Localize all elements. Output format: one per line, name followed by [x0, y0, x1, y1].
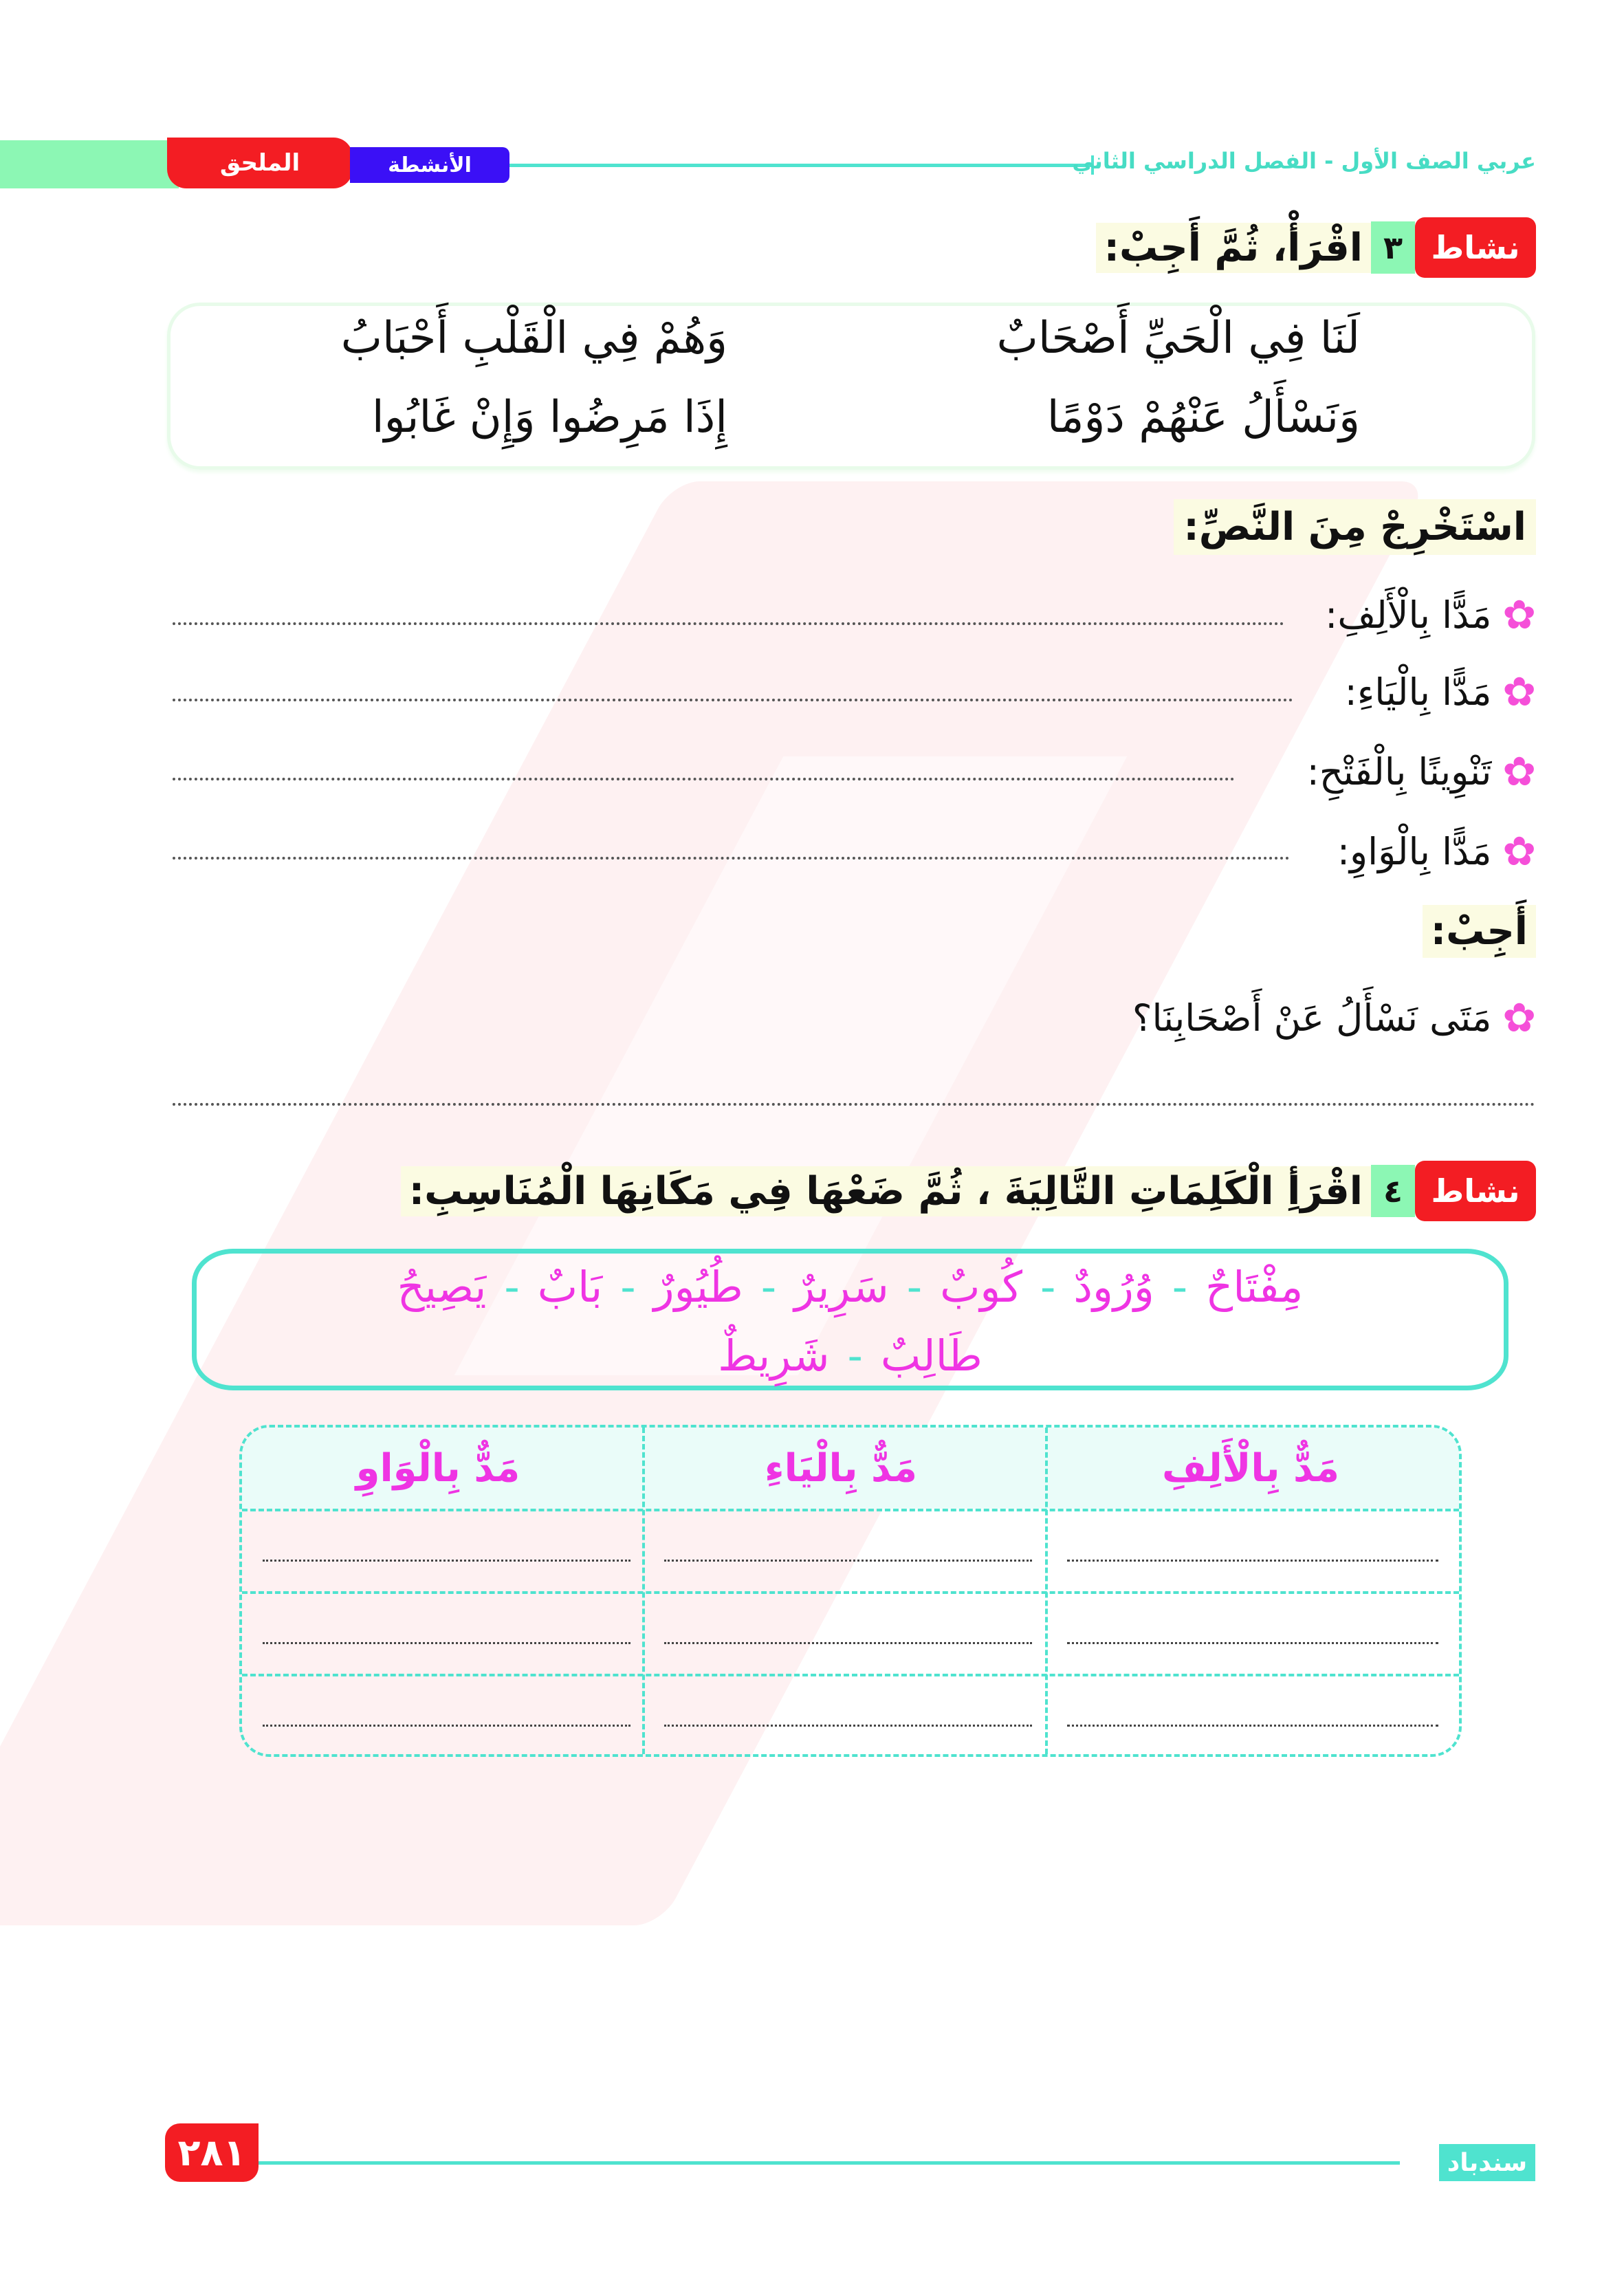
sorting-table	[239, 1425, 1462, 1757]
answer-line[interactable]	[263, 1725, 630, 1727]
row-divider	[242, 1674, 1459, 1676]
activity-instruction: اقْرَأْ، ثُمَّ أَجِبْ:	[1096, 223, 1371, 273]
answer-line[interactable]	[173, 699, 1293, 701]
answer-line[interactable]	[173, 622, 1284, 625]
separator: -	[620, 1262, 636, 1312]
word-row	[197, 1262, 1504, 1312]
answer-line[interactable]	[173, 1103, 1535, 1106]
poem-verse: لَنَا فِي الْحَيِّ أَصْحَابٌ	[996, 313, 1360, 364]
answer-line[interactable]	[263, 1560, 630, 1562]
word[interactable]: طَالِبٌ	[880, 1331, 983, 1381]
item-label: مَدًّا بِالْوَاوِ:	[1337, 829, 1492, 873]
separator: -	[1040, 1262, 1056, 1312]
extract-heading: اسْتَخْرِجْ مِنَ النَّصِّ:	[1174, 499, 1536, 555]
tab-appendix[interactable]: الملحق	[167, 138, 353, 188]
tab-activities[interactable]: الأنشطة	[350, 147, 509, 183]
answer-line[interactable]	[664, 1725, 1032, 1727]
answer-line[interactable]	[1067, 1725, 1438, 1727]
activity4-heading	[401, 1161, 1536, 1221]
activity-number: ٣	[1371, 221, 1415, 274]
flower-icon: ✿	[1502, 828, 1536, 875]
question-text: مَتَى نَسْأَلُ عَنْ أَصْحَابِنَا؟	[1132, 996, 1492, 1040]
activity-badge: نشاط	[1415, 217, 1536, 278]
answer-heading: أَجِبْ:	[1423, 905, 1536, 958]
brand-logo: سندباد	[1439, 2144, 1535, 2181]
item-label: مَدًّا بِالْأَلِفِ:	[1325, 593, 1492, 637]
flower-icon: ✿	[1502, 994, 1536, 1041]
row-divider	[242, 1509, 1459, 1511]
poem-verse: إِذَا مَرِضُوا وَإِنْ غَابُوا	[371, 392, 727, 443]
book-title: عربي الصف الأول - الفصل الدراسي الثاني	[1072, 148, 1536, 174]
poem-box	[167, 303, 1535, 470]
word[interactable]: طُيُورٌ	[653, 1262, 743, 1312]
word[interactable]: مِفْتَاحٌ	[1205, 1262, 1304, 1312]
header-green-strip	[0, 140, 179, 188]
separator: -	[504, 1262, 520, 1312]
word[interactable]: بَابٌ	[537, 1262, 603, 1312]
answer-line[interactable]	[173, 778, 1235, 780]
activity-badge: نشاط	[1415, 1161, 1536, 1221]
flower-icon: ✿	[1502, 748, 1536, 795]
answer-line[interactable]	[664, 1642, 1032, 1644]
activity-number: ٤	[1371, 1165, 1415, 1217]
column-header: مَدٌّ بِالْأَلِفِ	[1042, 1428, 1459, 1509]
word-bank	[192, 1249, 1508, 1390]
page-number: ٢٨١	[165, 2123, 259, 2182]
word-row	[197, 1331, 1504, 1381]
question-item	[1132, 994, 1536, 1041]
column-header: مَدٌّ بِالْيَاءِ	[639, 1428, 1042, 1509]
flower-icon: ✿	[1502, 668, 1536, 715]
activity-instruction: اقْرَأِ الْكَلِمَاتِ التَّالِيَةَ ، ثُمَّ ضَعْهَا فِي مَكَانِهَا الْمُنَاسِبِ:	[401, 1166, 1371, 1216]
separator: -	[906, 1262, 923, 1312]
extract-item	[1325, 591, 1536, 638]
header-divider	[509, 164, 1093, 167]
poem-verse: وَهُمْ فِي الْقَلْبِ أَحْبَابُ	[340, 313, 727, 364]
word[interactable]: شَرِيطٌ	[718, 1331, 830, 1381]
word[interactable]: وُرُودٌ	[1073, 1262, 1154, 1312]
answer-line[interactable]	[263, 1642, 630, 1644]
poem-verse: وَنَسْأَلُ عَنْهُمْ دَوْمًا	[1046, 392, 1360, 443]
answer-line[interactable]	[1067, 1642, 1438, 1644]
word[interactable]: يَصِيحُ	[397, 1262, 487, 1312]
item-label: تَنْوِينًا بِالْفَتْحِ:	[1306, 750, 1492, 794]
separator: -	[1172, 1262, 1188, 1312]
column-header: مَدٌّ بِالْوَاوِ	[239, 1428, 639, 1509]
footer-divider	[259, 2161, 1400, 2165]
flower-icon: ✿	[1502, 591, 1536, 638]
row-divider	[242, 1591, 1459, 1594]
word[interactable]: كُوبٌ	[940, 1262, 1022, 1312]
extract-item	[1337, 828, 1536, 875]
word[interactable]: سَرِيرٌ	[794, 1262, 889, 1312]
extract-item	[1307, 748, 1536, 795]
answer-line[interactable]	[1067, 1560, 1438, 1562]
separator: -	[760, 1262, 777, 1312]
answer-line[interactable]	[664, 1560, 1032, 1562]
extract-item	[1345, 668, 1536, 715]
item-label: مَدًّا بِالْيَاءِ:	[1344, 670, 1492, 714]
activity3-heading	[1096, 217, 1536, 278]
answer-line[interactable]	[173, 857, 1290, 860]
separator: -	[847, 1331, 863, 1381]
